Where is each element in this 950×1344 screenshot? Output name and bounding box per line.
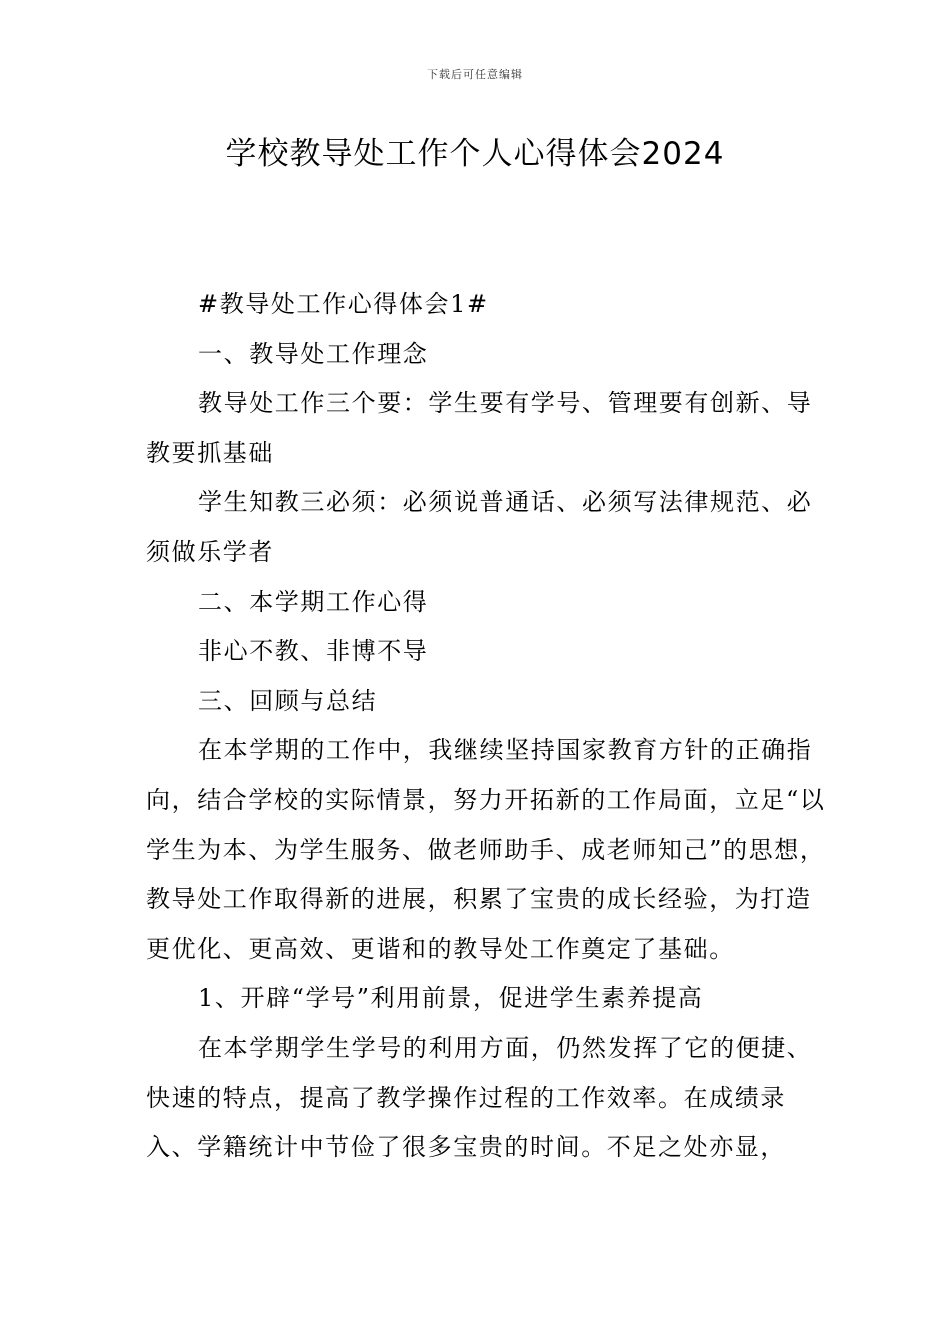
header-note: 下载后可任意编辑 xyxy=(427,68,523,81)
paragraph-review-summary: 在本学期的工作中，我继续坚持国家教育方针的正确指向，结合学校的实际情景，努力开拓新的工作局面，立足“以学生为本、为学生服务、做老师助手、成老师知己”的思想，教导处工作取得新的进展，积累了宝贵的成长经验，为打造更优化、更高效、更谐和的教导处工作奠定了基础。 xyxy=(146,736,826,963)
section-heading-semester: 二、本学期工作心得 xyxy=(198,587,429,616)
document-body xyxy=(146,280,826,1173)
subsection-heading-student-number: 1、开辟“学号”利用前景，促进学生素养提高 xyxy=(198,984,704,1013)
paragraph-three-requirements: 教导处工作三个要：学生要有学号、管理要有创新、导教要抓基础 xyxy=(146,389,813,467)
paragraph-three-musts: 学生知教三必须：必须说普通话、必须写法律规范、必须做乐学者 xyxy=(146,488,813,566)
paragraph-student-number-usage: 在本学期学生学号的利用方面，仍然发挥了它的便捷、快速的特点，提高了教学操作过程的工作效率。在成绩录入、学籍统计中节俭了很多宝贵的时间。不足之处亦显， xyxy=(146,1033,813,1162)
section-heading-experience: #教导处工作心得体会1# xyxy=(198,290,489,318)
document-title: 学校教导处工作个人心得体会2024 xyxy=(225,136,725,172)
section-heading-review: 三、回顾与总结 xyxy=(198,686,378,715)
paragraph-motto: 非心不教、非博不导 xyxy=(198,637,429,666)
section-heading-philosophy: 一、教导处工作理念 xyxy=(198,339,429,368)
